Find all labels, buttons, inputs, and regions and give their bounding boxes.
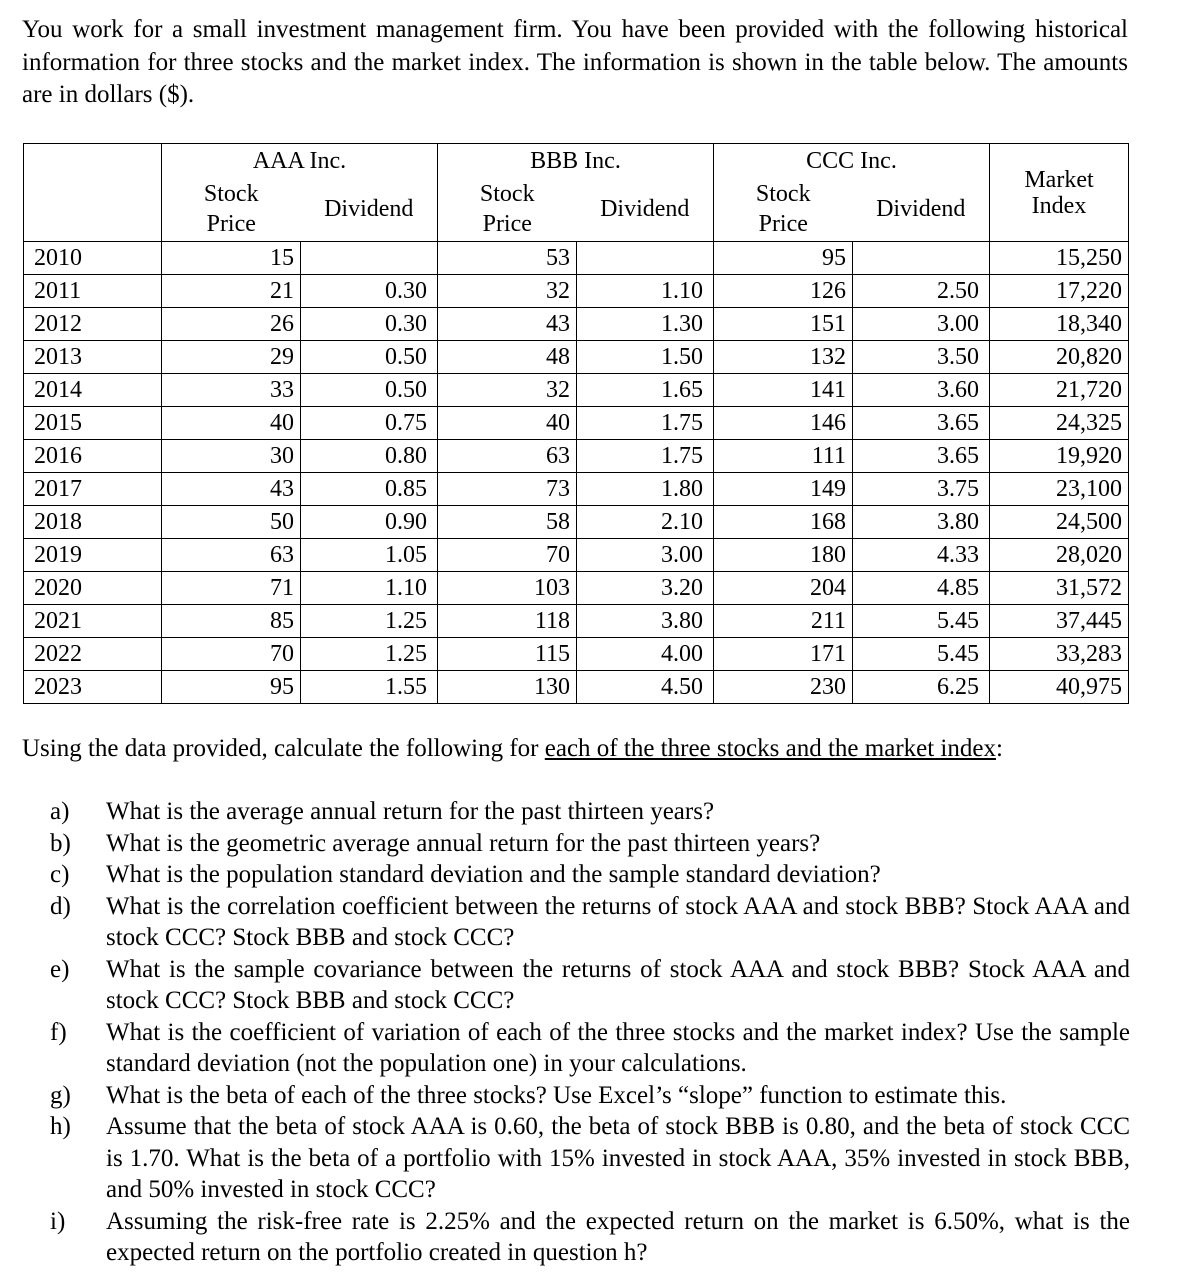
question-item [50,859,1130,891]
cell-aaa-price: 40 [162,407,301,440]
cell-aaa-div: 0.85 [301,473,438,506]
cell-year: 2019 [24,539,162,572]
question-item [50,828,1130,860]
cell-year: 2015 [24,407,162,440]
cell-bbb-price: 130 [438,671,577,704]
market-header-line2: Index [1031,192,1087,219]
prompt-underlined: each of the three stocks and the market index [544,735,996,762]
question-text: What is the sample covariance between the returns of stock AAA and stock BBB? Stock AAA and stock CCC? Stock BBB and stock CCC? [106,955,1130,1014]
cell-bbb-div [577,242,714,275]
question-label: d) [50,892,71,920]
bbb-price-header: Stock Price [438,177,577,242]
question-text: What is the population standard deviation and the sample standard deviation? [106,861,881,888]
cell-market: 18,340 [990,308,1129,341]
cell-year: 2012 [24,308,162,341]
cell-ccc-div: 3.65 [853,407,990,440]
cell-bbb-div: 3.20 [577,572,714,605]
company-header-ccc: CCC Inc. [714,144,990,178]
cell-bbb-price: 43 [438,308,577,341]
question-label: i) [50,1207,66,1235]
cell-year: 2011 [24,275,162,308]
question-item [50,891,1130,954]
header-row-columns [24,177,1129,242]
company-header-bbb: BBB Inc. [438,144,714,178]
cell-bbb-div: 1.50 [577,341,714,374]
cell-aaa-div: 1.25 [301,605,438,638]
cell-ccc-price: 141 [714,374,853,407]
cell-aaa-price: 95 [162,671,301,704]
cell-bbb-price: 115 [438,638,577,671]
cell-ccc-div: 3.65 [853,440,990,473]
cell-ccc-div [853,242,990,275]
cell-year: 2010 [24,242,162,275]
cell-bbb-price: 48 [438,341,577,374]
cell-ccc-price: 204 [714,572,853,605]
cell-ccc-div: 6.25 [853,671,990,704]
cell-market: 24,325 [990,407,1129,440]
cell-aaa-div: 0.80 [301,440,438,473]
cell-bbb-price: 53 [438,242,577,275]
question-item [50,1080,1130,1112]
cell-aaa-div: 1.25 [301,638,438,671]
prompt-before: Using the data provided, calculate the following for [22,735,545,762]
cell-year: 2013 [24,341,162,374]
question-label: e) [50,955,70,983]
cell-aaa-price: 50 [162,506,301,539]
cell-ccc-price: 126 [714,275,853,308]
cell-year: 2014 [24,374,162,407]
cell-ccc-price: 132 [714,341,853,374]
cell-market: 23,100 [990,473,1129,506]
table-row [24,308,1129,341]
cell-aaa-price: 21 [162,275,301,308]
cell-ccc-price: 168 [714,506,853,539]
question-label: c) [50,861,70,888]
stock-data-table [23,143,1129,704]
cell-aaa-div: 0.30 [301,308,438,341]
market-index-header [990,144,1129,242]
cell-aaa-div: 1.10 [301,572,438,605]
table-row [24,440,1129,473]
cell-bbb-div: 2.10 [577,506,714,539]
table-row [24,473,1129,506]
cell-aaa-div [301,242,438,275]
cell-market: 15,250 [990,242,1129,275]
cell-aaa-price: 43 [162,473,301,506]
cell-ccc-div: 3.80 [853,506,990,539]
cell-year: 2021 [24,605,162,638]
cell-market: 21,720 [990,374,1129,407]
cell-aaa-price: 70 [162,638,301,671]
cell-market: 17,220 [990,275,1129,308]
table-row [24,242,1129,275]
table-body [24,242,1129,704]
prompt-after: : [995,735,1003,762]
cell-aaa-div: 0.50 [301,341,438,374]
question-item [50,1206,1130,1269]
cell-ccc-div: 5.45 [853,605,990,638]
cell-bbb-price: 32 [438,374,577,407]
cell-aaa-div: 0.75 [301,407,438,440]
instruction-prompt [22,733,1003,765]
cell-market: 20,820 [990,341,1129,374]
cell-market: 24,500 [990,506,1129,539]
question-item [50,1111,1130,1206]
question-list [50,796,1130,1269]
question-label: h) [50,1113,71,1140]
cell-aaa-div: 0.90 [301,506,438,539]
cell-ccc-div: 3.60 [853,374,990,407]
cell-ccc-price: 149 [714,473,853,506]
cell-aaa-div: 1.05 [301,539,438,572]
company-header-aaa: AAA Inc. [162,144,438,178]
cell-market: 37,445 [990,605,1129,638]
table-row [24,275,1129,308]
cell-market: 19,920 [990,440,1129,473]
cell-bbb-price: 58 [438,506,577,539]
cell-bbb-price: 70 [438,539,577,572]
cell-ccc-div: 3.00 [853,308,990,341]
cell-bbb-price: 63 [438,440,577,473]
cell-bbb-price: 32 [438,275,577,308]
ccc-dividend-header: Dividend [853,177,990,242]
cell-year: 2022 [24,638,162,671]
table-row [24,539,1129,572]
question-text: What is the coefficient of variation of each of the three stocks and the market index? Use the sample standard deviation (not the population one) in your calculations. [106,1018,1130,1077]
table-row [24,605,1129,638]
cell-bbb-div: 1.65 [577,374,714,407]
cell-aaa-price: 30 [162,440,301,473]
question-label: f) [50,1018,67,1046]
cell-bbb-div: 1.30 [577,308,714,341]
table-row [24,638,1129,671]
cell-aaa-price: 33 [162,374,301,407]
aaa-dividend-header: Dividend [301,177,438,242]
cell-aaa-price: 29 [162,341,301,374]
cell-ccc-price: 171 [714,638,853,671]
question-label: g) [50,1081,71,1109]
cell-ccc-price: 180 [714,539,853,572]
table-row [24,572,1129,605]
cell-bbb-price: 103 [438,572,577,605]
cell-market: 33,283 [990,638,1129,671]
table-row [24,341,1129,374]
bbb-dividend-header: Dividend [577,177,714,242]
table-row [24,407,1129,440]
cell-ccc-div: 5.45 [853,638,990,671]
cell-bbb-div: 3.00 [577,539,714,572]
cell-year: 2020 [24,572,162,605]
question-text: Assuming the risk-free rate is 2.25% and the expected return on the market is 6.50%, what is the expected return on the portfolio created in question h? [106,1207,1130,1266]
cell-year: 2016 [24,440,162,473]
cell-aaa-price: 63 [162,539,301,572]
intro-paragraph: You work for a small investment management firm. You have been provided with the following historical information for three stocks and the market index. The information is shown in the table below. The amounts are in dollars ($). [22,16,1128,108]
cell-bbb-div: 4.00 [577,638,714,671]
cell-ccc-price: 230 [714,671,853,704]
question-item [50,1017,1130,1080]
cell-bbb-price: 40 [438,407,577,440]
question-text: What is the geometric average annual return for the past thirteen years? [106,829,821,857]
table-row [24,506,1129,539]
cell-aaa-div: 0.50 [301,374,438,407]
cell-year: 2017 [24,473,162,506]
cell-year: 2023 [24,671,162,704]
cell-ccc-div: 4.85 [853,572,990,605]
cell-bbb-price: 73 [438,473,577,506]
cell-bbb-price: 118 [438,605,577,638]
cell-aaa-price: 85 [162,605,301,638]
cell-ccc-price: 151 [714,308,853,341]
aaa-price-header: Stock Price [162,177,301,242]
cell-ccc-div: 3.75 [853,473,990,506]
cell-ccc-div: 2.50 [853,275,990,308]
cell-aaa-price: 15 [162,242,301,275]
cell-ccc-price: 211 [714,605,853,638]
question-item [50,954,1130,1017]
question-label: a) [50,798,70,825]
cell-bbb-div: 1.75 [577,407,714,440]
question-text: What is the average annual return for the past thirteen years? [106,798,715,825]
cell-aaa-price: 26 [162,308,301,341]
question-text: What is the correlation coefficient between the returns of stock AAA and stock BBB? Stock AAA and stock CCC? Stock BBB and stock CCC? [106,892,1130,951]
cell-bbb-div: 1.75 [577,440,714,473]
question-label: b) [50,829,71,857]
cell-ccc-price: 95 [714,242,853,275]
question-text: What is the beta of each of the three stocks? Use Excel’s “slope” function to estimate this. [106,1081,1007,1109]
cell-ccc-price: 146 [714,407,853,440]
cell-aaa-div: 1.55 [301,671,438,704]
cell-bbb-div: 3.80 [577,605,714,638]
cell-ccc-price: 111 [714,440,853,473]
corner-cell [24,144,162,242]
ccc-price-header: Stock Price [714,177,853,242]
cell-bbb-div: 1.80 [577,473,714,506]
cell-aaa-div: 0.30 [301,275,438,308]
cell-market: 40,975 [990,671,1129,704]
cell-bbb-div: 1.10 [577,275,714,308]
cell-ccc-div: 4.33 [853,539,990,572]
header-row-companies [24,144,1129,178]
question-text: Assume that the beta of stock AAA is 0.60, the beta of stock BBB is 0.80, and the beta of stock CCC is 1.70. What is the beta of a portfolio with 15% invested in stock AAA, 35% invested in stock BBB, and 50% invested in stock CCC? [106,1113,1130,1203]
market-header-line1: Market [1024,166,1094,193]
table-row [24,374,1129,407]
table-row [24,671,1129,704]
cell-year: 2018 [24,506,162,539]
cell-ccc-div: 3.50 [853,341,990,374]
cell-market: 31,572 [990,572,1129,605]
question-item [50,796,1130,828]
cell-aaa-price: 71 [162,572,301,605]
cell-bbb-div: 4.50 [577,671,714,704]
cell-market: 28,020 [990,539,1129,572]
